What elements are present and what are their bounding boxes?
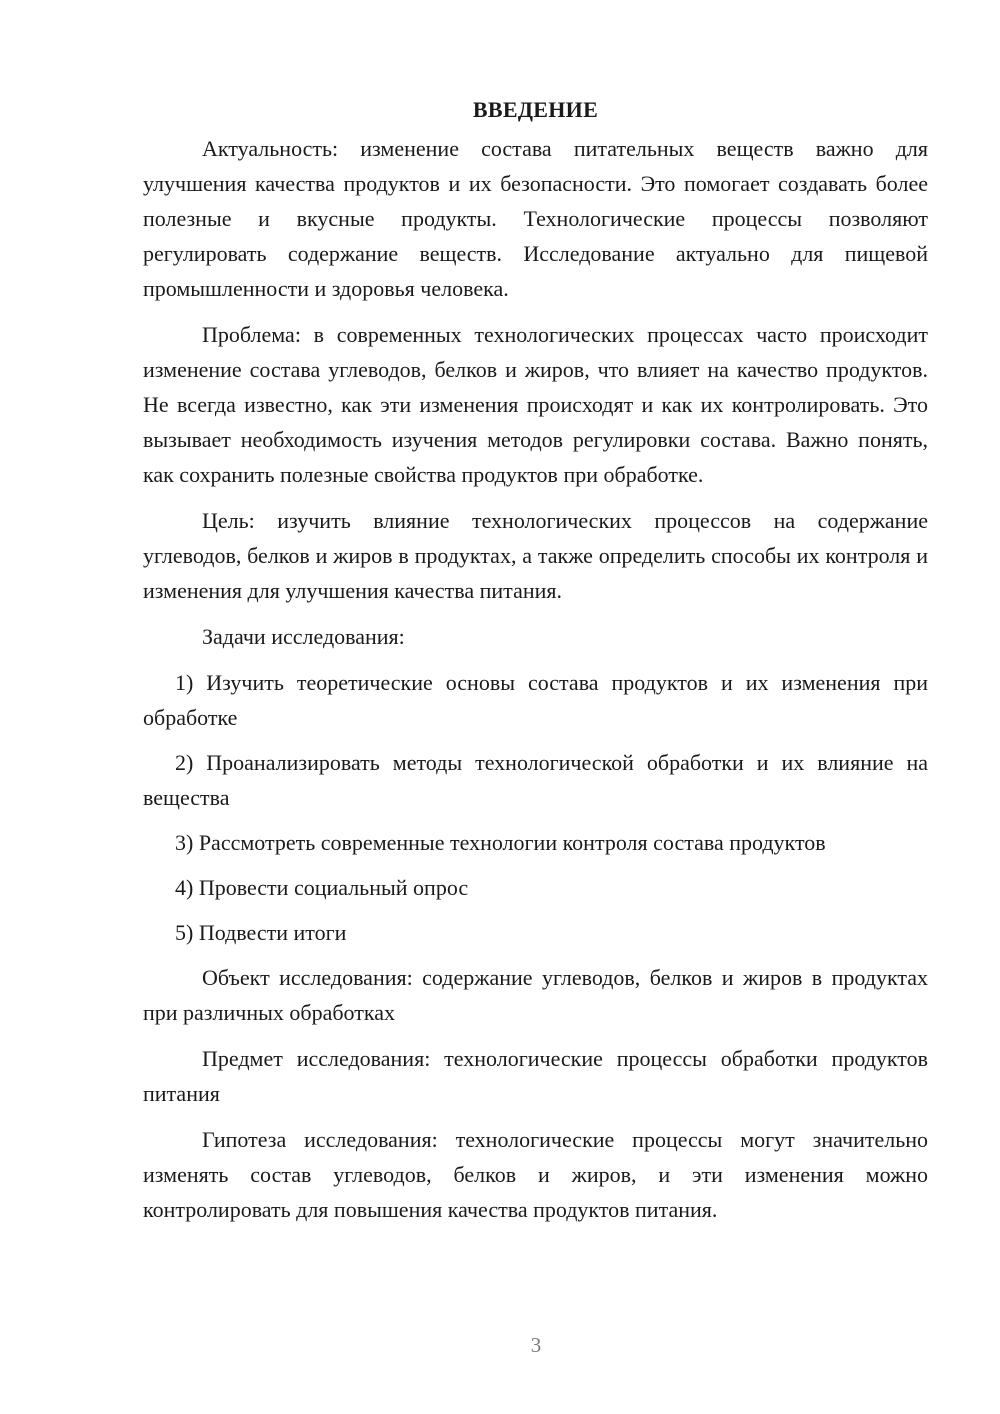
task-item: 1) Изучить теоретические основы состава продуктов и их изменения при обработке bbox=[143, 670, 928, 730]
task-list bbox=[143, 665, 928, 950]
task-item: 2) Проанализировать методы технологической обработки и их влияние на вещества bbox=[143, 750, 928, 810]
page-title: ВВЕДЕНИЕ bbox=[472, 97, 599, 122]
page-number: 3 bbox=[530, 1333, 542, 1357]
document-page bbox=[143, 92, 928, 1238]
problem-paragraph: Проблема: в современных технологических процессах часто происходит изменение состава углеводов, белков и жиров, что влияет на качество продуктов. Не всегда известно, как эти изменения происходят и как их контролировать. Это вызывает необходимость изучения методов регулировки состава. Важно понять, как сохранить полезные свойства продуктов при обработке. bbox=[143, 322, 928, 487]
subject-paragraph: Предмет исследования: технологические процессы обработки продуктов питания bbox=[143, 1046, 928, 1106]
task-item: 3) Рассмотреть современные технологии контроля состава продуктов bbox=[175, 830, 826, 855]
goal-paragraph: Цель: изучить влияние технологических процессов на содержание углеводов, белков и жиров в продуктах, а также определить способы их контроля и изменения для улучшения качества питания. bbox=[143, 508, 928, 603]
task-item: 4) Провести социальный опрос bbox=[175, 875, 469, 900]
object-paragraph: Объект исследования: содержание углеводов, белков и жиров в продуктах при различных обработках bbox=[143, 965, 928, 1025]
tasks-heading: Задачи исследования: bbox=[202, 624, 405, 649]
task-item: 5) Подвести итоги bbox=[175, 920, 347, 945]
relevance-paragraph: Актуальность: изменение состава питательных веществ важно для улучшения качества продуктов и их безопасности. Это помогает создавать более полезные и вкусные продукты. Технологические процессы позволяют регулировать содержание веществ. Исследование актуально для пищевой промышленности и здоровья человека. bbox=[143, 136, 928, 301]
hypothesis-paragraph: Гипотеза исследования: технологические процессы могут значительно изменять состав углеводов, белков и жиров, и эти изменения можно контролировать для повышения качества продуктов питания. bbox=[143, 1127, 928, 1222]
